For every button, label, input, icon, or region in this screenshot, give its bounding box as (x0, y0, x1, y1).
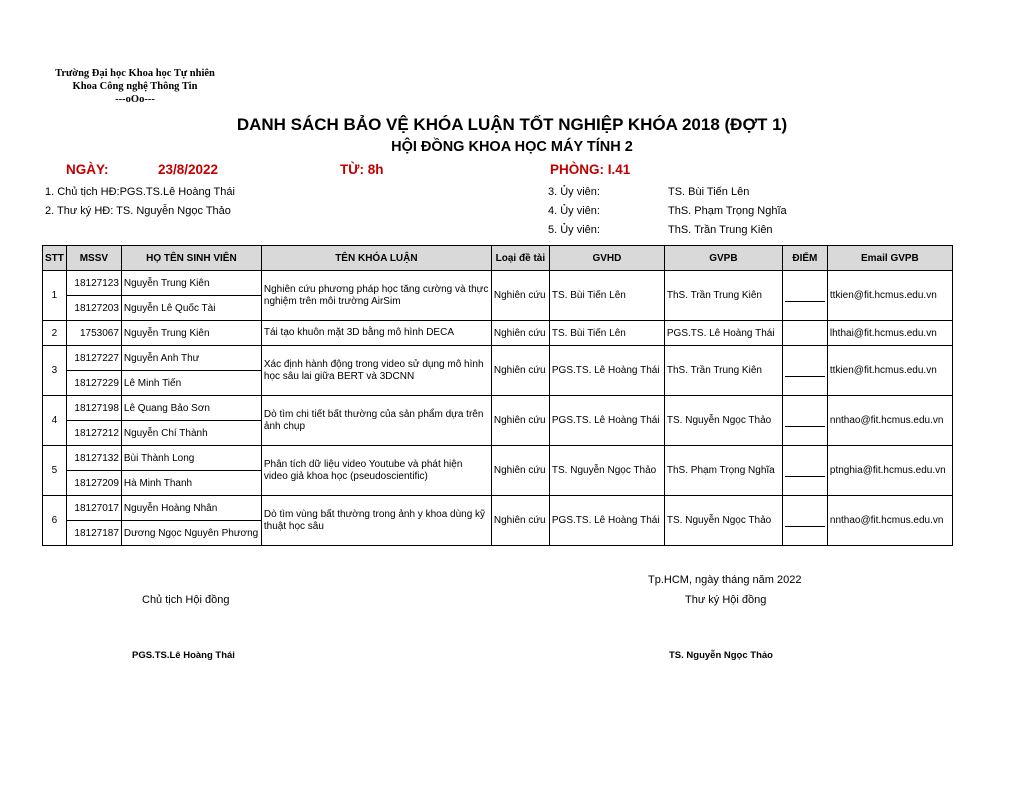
secretary-label: 2. Thư ký HĐ: (45, 205, 114, 217)
score-cell (782, 446, 827, 496)
university-name: Trường Đại học Khoa học Tự nhiên (55, 68, 215, 79)
score-blank (785, 289, 825, 302)
room-label: PHÒNG: I.41 (550, 162, 631, 177)
chair-title: Chủ tịch Hội đồng (142, 594, 230, 606)
thesis-cell: Dò tìm chi tiết bất thường của sản phẩm dựa trên ảnh chụp (261, 396, 491, 446)
type-cell: Nghiên cứu (491, 446, 549, 496)
mssv-cell: 1753067 (66, 321, 121, 346)
gvhd-cell: PGS.TS. Lê Hoàng Thái (549, 346, 664, 396)
email-cell: nnthao@fit.hcmus.edu.vn (827, 496, 952, 546)
student-name-cell: Nguyễn Trung Kiên (121, 271, 261, 296)
col-header-thesis: TÊN KHÓA LUẬN (261, 246, 491, 271)
header-ornament: ---oOo--- (115, 94, 155, 105)
place-date: Tp.HCM, ngày tháng năm 2022 (648, 574, 802, 586)
date-label: NGÀY: (66, 162, 109, 177)
score-cell (782, 321, 827, 346)
table-row (43, 346, 953, 371)
chair-label: 1. Chủ tịch HĐ: (45, 186, 120, 198)
gvpb-cell: PGS.TS. Lê Hoàng Thái (664, 321, 782, 346)
thesis-cell: Nghiên cứu phương pháp học tăng cường và thực nghiệm trên môi trường AirSim (261, 271, 491, 321)
gvpb-cell: ThS. Phạm Trọng Nghĩa (664, 446, 782, 496)
table-header-row (43, 246, 953, 271)
student-name-cell: Nguyễn Anh Thư (121, 346, 261, 371)
email-cell: ttkien@fit.hcmus.edu.vn (827, 271, 952, 321)
gvpb-cell: ThS. Trần Trung Kiên (664, 346, 782, 396)
gvhd-cell: PGS.TS. Lê Hoàng Thái (549, 396, 664, 446)
student-name-cell: Nguyễn Chí Thành (121, 421, 261, 446)
date-value: 23/8/2022 (158, 162, 219, 177)
secretary-name: TS. Nguyễn Ngọc Thảo (116, 205, 231, 217)
secretary-title: Thư ký Hội đồng (685, 594, 767, 606)
gvpb-cell: TS. Nguyễn Ngọc Thảo (664, 396, 782, 446)
type-cell: Nghiên cứu (491, 346, 549, 396)
table-row (43, 446, 953, 471)
gvhd-cell: TS. Bùi Tiến Lên (549, 271, 664, 321)
mssv-cell: 18127227 (66, 346, 121, 371)
chair-name: PGS.TS.Lê Hoàng Thái (119, 186, 235, 198)
thesis-cell: Tái tạo khuôn mặt 3D bằng mô hình DECA (261, 321, 491, 346)
mssv-cell: 18127132 (66, 446, 121, 471)
stt-cell: 4 (43, 396, 67, 446)
col-header-stt: STT (43, 246, 67, 271)
stt-cell: 3 (43, 346, 67, 396)
document-title: DANH SÁCH BẢO VỆ KHÓA LUẬN TỐT NGHIỆP KHÓA 2018 (ĐỢT 1) (236, 115, 788, 134)
type-cell: Nghiên cứu (491, 496, 549, 546)
col-header-gvhd: GVHD (549, 246, 664, 271)
faculty-name: Khoa Công nghệ Thông Tin (72, 81, 198, 92)
score-cell (782, 271, 827, 321)
col-header-mssv: MSSV (66, 246, 121, 271)
gvpb-cell: TS. Nguyễn Ngọc Thảo (664, 496, 782, 546)
mssv-cell: 18127209 (66, 471, 121, 496)
institution-header (40, 67, 230, 106)
score-cell (782, 396, 827, 446)
email-cell: nnthao@fit.hcmus.edu.vn (827, 396, 952, 446)
table-row (43, 396, 953, 421)
stt-cell: 5 (43, 446, 67, 496)
student-name-cell: Lê Quang Bảo Sơn (121, 396, 261, 421)
stt-cell: 2 (43, 321, 67, 346)
table-row (43, 321, 953, 346)
mssv-cell: 18127229 (66, 371, 121, 396)
stt-cell: 6 (43, 496, 67, 546)
mssv-cell: 18127017 (66, 496, 121, 521)
council-name: HỘI ĐỒNG KHOA HỌC MÁY TÍNH 2 (391, 139, 633, 155)
student-name-cell: Bùi Thành Long (121, 446, 261, 471)
table-row (43, 496, 953, 521)
col-header-score: ĐIỂM (782, 246, 827, 271)
committee-secretary (45, 205, 231, 217)
mssv-cell: 18127187 (66, 521, 121, 546)
table-row (43, 271, 953, 296)
col-header-email: Email GVPB (827, 246, 952, 271)
student-name-cell: Nguyễn Hoàng Nhân (121, 496, 261, 521)
thesis-cell: Dò tìm vùng bất thường trong ảnh y khoa dùng kỹ thuật học sâu (261, 496, 491, 546)
gvhd-cell: TS. Bùi Tiến Lên (549, 321, 664, 346)
member5-name: ThS. Trần Trung Kiên (668, 224, 773, 236)
mssv-cell: 18127203 (66, 296, 121, 321)
member4-label: 4. Ủy viên: (548, 205, 600, 217)
score-cell (782, 346, 827, 396)
email-cell: ptnghia@fit.hcmus.edu.vn (827, 446, 952, 496)
student-name-cell: Lê Minh Tiến (121, 371, 261, 396)
score-blank (785, 514, 825, 527)
member5-label: 5. Ủy viên: (548, 224, 600, 236)
student-name-cell: Nguyễn Lê Quốc Tài (121, 296, 261, 321)
secretary-signature-name: TS. Nguyễn Ngọc Thảo (669, 650, 773, 661)
student-name-cell: Nguyễn Trung Kiên (121, 321, 261, 346)
score-blank (785, 414, 825, 427)
chair-signature-name: PGS.TS.Lê Hoàng Thái (132, 650, 235, 661)
mssv-cell: 18127198 (66, 396, 121, 421)
gvpb-cell: ThS. Trần Trung Kiên (664, 271, 782, 321)
thesis-cell: Phân tích dữ liệu video Youtube và phát hiện video giả khoa học (pseudoscientific) (261, 446, 491, 496)
gvhd-cell: TS. Nguyễn Ngọc Thảo (549, 446, 664, 496)
time-label: TỪ: 8h (340, 162, 384, 177)
type-cell: Nghiên cứu (491, 271, 549, 321)
col-header-gvpb: GVPB (664, 246, 782, 271)
col-header-type: Loại đề tài (491, 246, 549, 271)
email-cell: ttkien@fit.hcmus.edu.vn (827, 346, 952, 396)
type-cell: Nghiên cứu (491, 321, 549, 346)
type-cell: Nghiên cứu (491, 396, 549, 446)
member3-label: 3. Ủy viên: (548, 186, 600, 198)
col-header-student-name: HỌ TÊN SINH VIÊN (121, 246, 261, 271)
mssv-cell: 18127212 (66, 421, 121, 446)
score-cell (782, 496, 827, 546)
student-name-cell: Dương Ngọc Nguyên Phương (121, 521, 261, 546)
student-name-cell: Hà Minh Thanh (121, 471, 261, 496)
gvhd-cell: PGS.TS. Lê Hoàng Thái (549, 496, 664, 546)
stt-cell: 1 (43, 271, 67, 321)
email-cell: lhthai@fit.hcmus.edu.vn (827, 321, 952, 346)
thesis-cell: Xác định hành động trong video sử dụng mô hình học sâu lai giữa BERT và 3DCNN (261, 346, 491, 396)
member3-name: TS. Bùi Tiến Lên (668, 186, 750, 198)
score-blank (785, 464, 825, 477)
defense-schedule-table (42, 245, 953, 546)
committee-chair (45, 186, 235, 198)
member4-name: ThS. Phạm Trọng Nghĩa (668, 205, 787, 217)
score-blank (785, 364, 825, 377)
mssv-cell: 18127123 (66, 271, 121, 296)
